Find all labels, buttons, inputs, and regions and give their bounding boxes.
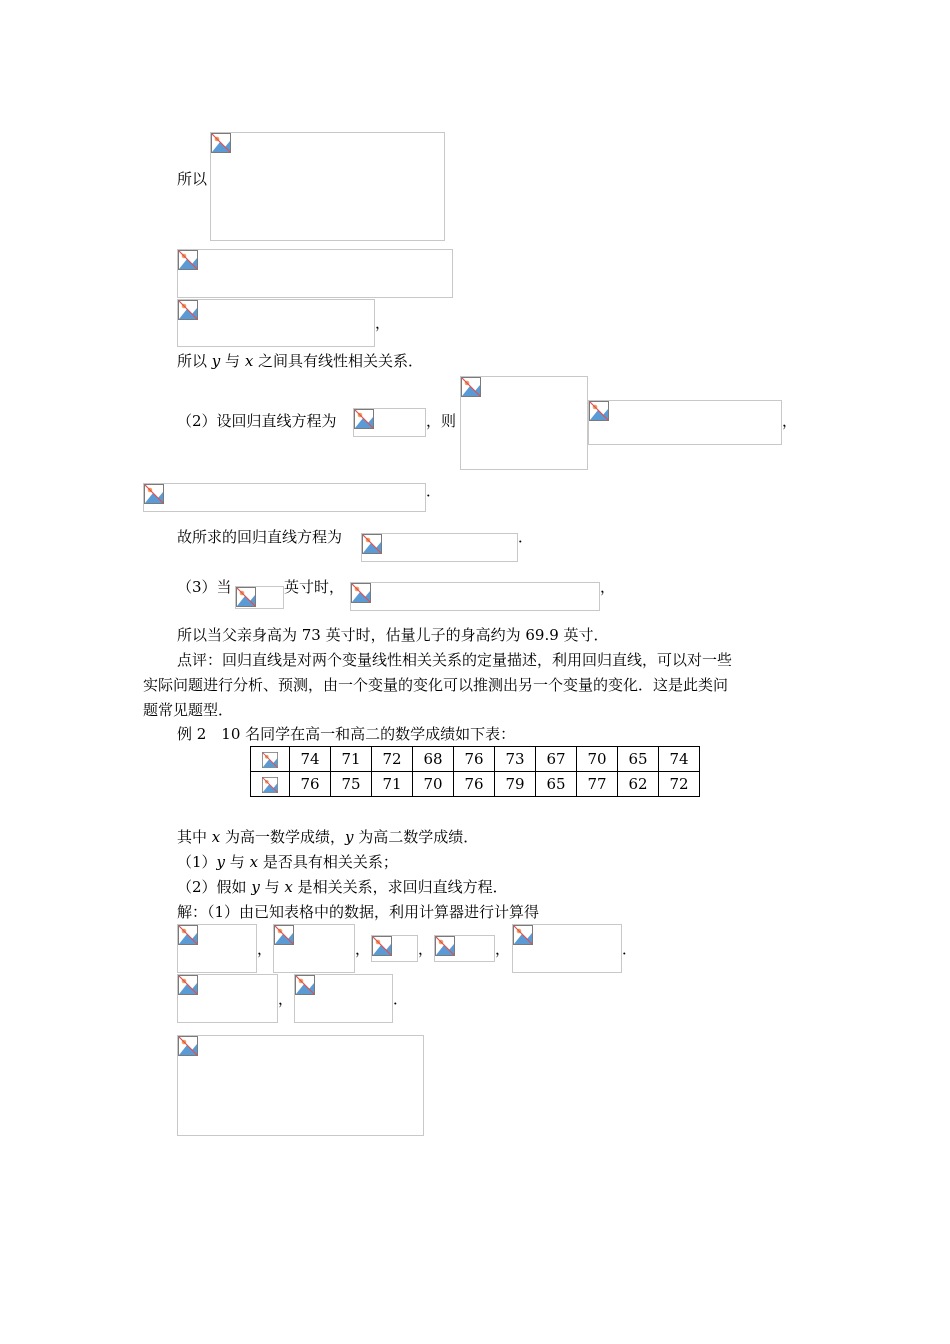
table-cell: 77: [577, 772, 618, 797]
text-linear-relation: 所以 y 与 x 之间具有线性相关关系．: [177, 352, 424, 370]
broken-image-icon: [178, 975, 198, 995]
table-cell: 72: [372, 747, 413, 772]
formula-image-5: [460, 376, 588, 470]
broken-image-icon: [262, 752, 278, 768]
table-cell: 65: [618, 747, 659, 772]
row-header-x: [251, 747, 290, 772]
text-solution: 解：（1）由已知表格中的数据，利用计算器进行计算得: [177, 903, 540, 921]
table-cell: 76: [454, 747, 495, 772]
text-then: ，则: [426, 412, 457, 430]
period: ．: [426, 482, 442, 500]
broken-image-icon: [351, 583, 371, 603]
table-cell: 73: [495, 747, 536, 772]
formula-image-15: [512, 924, 622, 973]
formula-image-9: [235, 586, 284, 609]
formula-image-18: [177, 1035, 424, 1136]
comma: ，: [278, 990, 294, 1008]
formula-image-12: [273, 924, 355, 973]
formula-image-3: [177, 299, 375, 347]
period: ．: [393, 990, 409, 1008]
table-cell: 74: [659, 747, 700, 772]
scores-table: [250, 746, 700, 797]
table-cell: 71: [372, 772, 413, 797]
comma: ，: [355, 940, 371, 958]
formula-image-8: [361, 533, 518, 562]
broken-image-icon: [144, 484, 164, 504]
formula-image-4: [353, 408, 426, 437]
table-row: [251, 772, 700, 797]
broken-image-icon: [236, 587, 256, 607]
broken-image-icon: [262, 777, 278, 793]
formula-image-11: [177, 924, 257, 973]
text-regression-result: 故所求的回归直线方程为: [177, 528, 343, 546]
comma: ，: [782, 412, 798, 430]
formula-image-17: [294, 974, 393, 1023]
formula-image-6: [588, 400, 782, 445]
comma: ，: [418, 940, 434, 958]
broken-image-icon: [372, 936, 392, 956]
broken-image-icon: [178, 1036, 198, 1056]
formula-image-1: [210, 132, 445, 241]
table-cell: 68: [413, 747, 454, 772]
text-example-2: 例 2 10 名同学在高一和高二的数学成绩如下表：: [177, 725, 516, 743]
text-question-1: （1）y 与 x 是否具有相关关系；: [177, 853, 398, 871]
broken-image-icon: [178, 925, 198, 945]
broken-image-icon: [178, 300, 198, 320]
broken-image-icon: [589, 401, 609, 421]
formula-image-10: [350, 582, 600, 611]
text-comment-3: 题常见题型．: [143, 701, 234, 719]
table-cell: 75: [331, 772, 372, 797]
table-row: [251, 747, 700, 772]
period: ．: [622, 940, 638, 958]
table-cell: 67: [536, 747, 577, 772]
broken-image-icon: [362, 534, 382, 554]
text-question-2: （2）假如 y 与 x 是相关关系，求回归直线方程．: [177, 878, 508, 896]
text-so: 所以: [177, 170, 208, 188]
broken-image-icon: [354, 409, 374, 429]
comma: ，: [600, 578, 616, 596]
broken-image-icon: [274, 925, 294, 945]
text-set-regression: （2）设回归直线方程为: [177, 412, 337, 430]
formula-image-13: [371, 935, 418, 962]
formula-image-2: [177, 249, 453, 298]
table-cell: 70: [413, 772, 454, 797]
broken-image-icon: [461, 377, 481, 397]
period: ．: [518, 528, 534, 546]
broken-image-icon: [513, 925, 533, 945]
text-estimate: 所以当父亲身高为 73 英寸时，估量儿子的身高约为 69.9 英寸．: [177, 626, 609, 644]
broken-image-icon: [295, 975, 315, 995]
broken-image-icon: [211, 133, 231, 153]
comma: ，: [495, 940, 511, 958]
broken-image-icon: [435, 936, 455, 956]
formula-image-16: [177, 974, 278, 1023]
table-cell: 62: [618, 772, 659, 797]
table-cell: 79: [495, 772, 536, 797]
formula-image-7: [143, 483, 426, 512]
table-cell: 76: [290, 772, 331, 797]
broken-image-icon: [178, 250, 198, 270]
text-where: 其中 x 为高一数学成绩，y 为高二数学成绩．: [177, 828, 479, 846]
table-cell: 70: [577, 747, 618, 772]
row-header-y: [251, 772, 290, 797]
table-cell: 74: [290, 747, 331, 772]
formula-image-14: [434, 935, 495, 962]
table-cell: 72: [659, 772, 700, 797]
text-comment-1: 点评：回归直线是对两个变量线性相关关系的定量描述，利用回归直线，可以对一些: [177, 651, 733, 669]
table-cell: 71: [331, 747, 372, 772]
table-cell: 65: [536, 772, 577, 797]
comma: ，: [257, 940, 273, 958]
text-comment-2: 实际问题进行分析、预测，由一个变量的变化可以推测出另一个变量的变化．这是此类问: [143, 676, 729, 694]
text-when: （3）当: [177, 578, 232, 596]
comma: ，: [375, 314, 391, 332]
table-cell: 76: [454, 772, 495, 797]
text-inches-when: 英寸时，: [284, 578, 345, 596]
